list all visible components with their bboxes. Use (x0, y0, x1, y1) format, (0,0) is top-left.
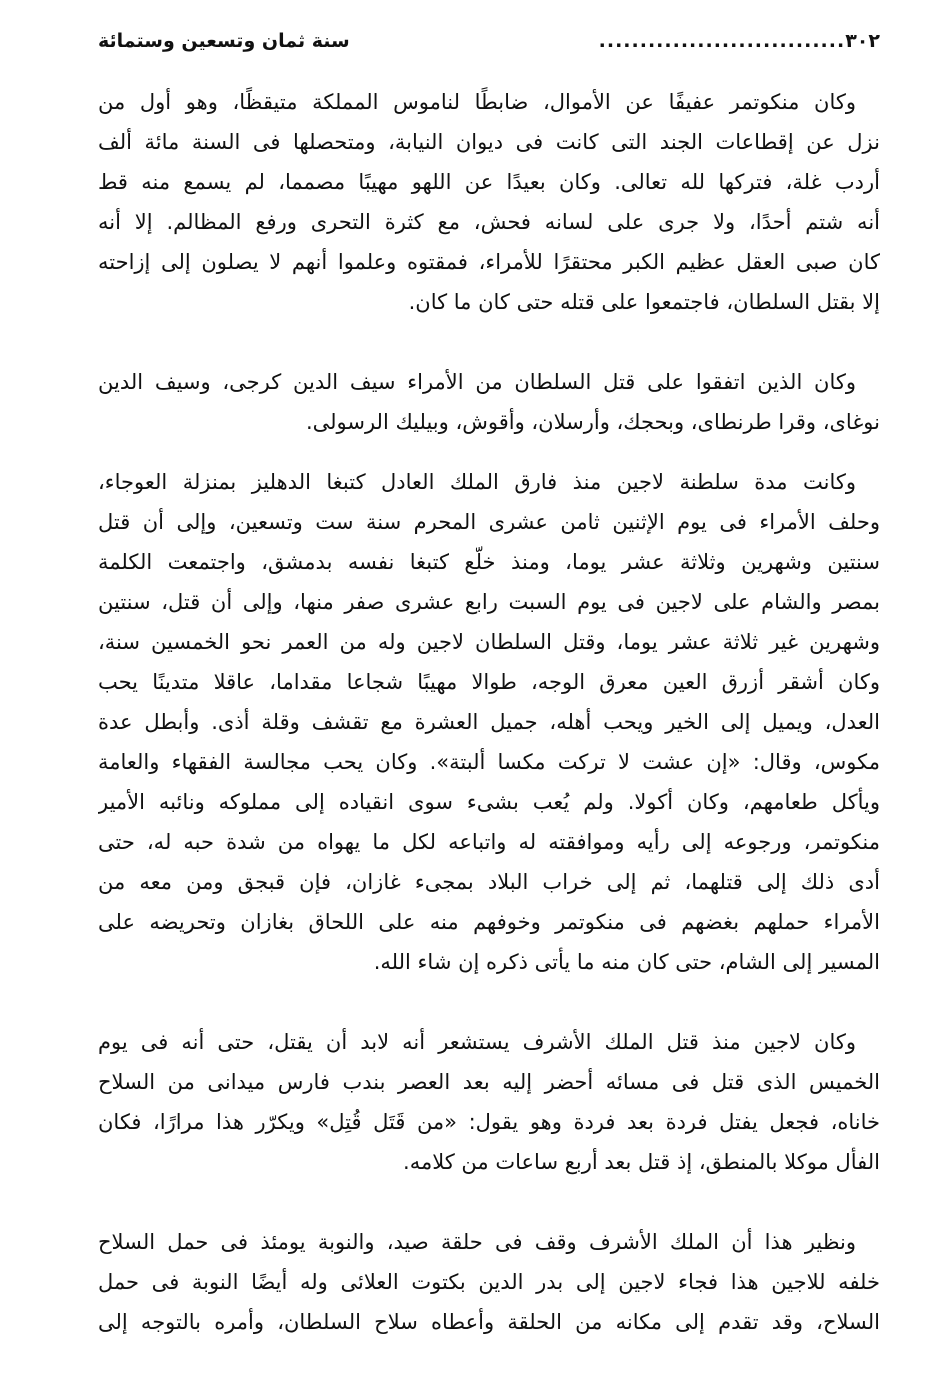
text-line: وكان لاجين منذ قتل الملك الأشرف يستشعر أنه لابد أن يقتل، حتى أنه فى يوم (98, 1030, 856, 1054)
paragraph (98, 1022, 880, 1182)
text-line: خلفه للاجين هذا فجاء لاجين إلى بدر الدين بكتوت العلائى وله أيضًا النوبة فى حمل (98, 1270, 880, 1294)
text-line: العدل، ويميل إلى الخير ويحب أهله، جميل العشرة مع تقشف وقلة أذى. وأبطل عدة (98, 710, 880, 734)
page-number: ٣٠٢ (845, 30, 880, 52)
text-line: الخميس الذى قتل فى مسائه أحضر إليه بعد العصر بندب فارس ميدانى من السلاح (98, 1070, 880, 1094)
paragraph (98, 362, 880, 442)
text-line: إلا بقتل السلطان، فاجتمعوا على قتله حتى كان ما كان. (408, 290, 880, 314)
text-line: بمصر والشام على لاجين فى يوم السبت رابع عشرى صفر منها، وإلى أن قتل، سنتين (98, 590, 880, 614)
text-line: وكان منكوتمر عفيفًا عن الأموال، ضابطًا لناموس المملكة متيقظًا، وهو أول من (98, 90, 856, 114)
text-line: ويأكل طعامهم، وكان أكولا. ولم يُعب بشىء سوى انقياده إلى مملوكه ونائبه الأمير (98, 790, 880, 814)
text-line: وشهرين غير ثلاثة عشر يوما، وقتل السلطان لاجين وله من العمر نحو الخمسين سنة، (98, 630, 880, 654)
text-line: كان صبى العقل عظيم الكبر محتقرًا للأمراء، فمقتوه وعلموا أنهم لا يصلون إلى إزاحته (98, 250, 880, 274)
paragraph (98, 462, 880, 982)
paragraph (98, 1222, 880, 1342)
header-title: سنة ثمان وتسعين وستمائة (98, 30, 350, 52)
text-line: أدى ذلك إلى قتلهما، ثم إلى خراب البلاد بمجىء غازان، فإن قبجق ومن معه من (98, 870, 880, 894)
text-line: سنتين وشهرين وثلاثة عشر يوما، ومنذ خلّع كتبغا نفسه بدمشق، واجتمعت الكلمة (98, 550, 880, 574)
text-line: ونظير هذا أن الملك الأشرف وقف فى حلقة صيد، والنوبة يومئذ فى حمل السلاح (98, 1230, 856, 1254)
text-line: وحلف الأمراء فى يوم الإثنين ثامن عشرى المحرم سنة ست وتسعين، وإلى أن قتل (98, 510, 880, 534)
text-line: مكوس، وقال: «إن عشت لا تركت مكسا ألبتة». وكان يحب مجالسة الفقهاء والعامة (98, 750, 880, 774)
text-line: نزل عن إقطاعات الجند التى كانت فى ديوان النيابة، ومتحصلها فى السنة مائة ألف (98, 130, 880, 154)
text-line: وكان الذين اتفقوا على قتل السلطان من الأمراء سيف الدين كرجى، وسيف الدين (98, 370, 856, 394)
text-line: أردب غلة، فتركها لله تعالى. وكان بعيدًا عن اللهو مهيبًا مصمما، لم يسمع منه قط (98, 170, 880, 194)
text-line: أنه شتم أحدًا، ولا جرى على لسانه فحش، مع كثرة التحرى ورفع المظالم. إلا أنه (98, 210, 880, 234)
text-line: نوغاى، وقرا طرنطاى، وبحجك، وأرسلان، وأقوش، وبيليك الرسولى. (305, 410, 880, 434)
running-header (98, 26, 880, 56)
paragraph (98, 82, 880, 322)
text-line: وكانت مدة سلطنة لاجين منذ فارق الملك العادل كتبغا الدهليز بمنزلة العوجاء، (98, 470, 856, 494)
header-leader-dots: .............................. (598, 30, 846, 52)
text-line: الفأل موكلا بالمنطق، إذ قتل بعد أربع ساعات من كلامه. (403, 1150, 880, 1174)
text-line: وكان أشقر أزرق العين معرق الوجه، طوالا مهيبًا شجاعا مقداما، عاقلا متدينًا يحب (98, 670, 880, 694)
text-line: السلاح، وقد تقدم إلى مكانه من الحلقة وأعطاه سلاح السلطان، وأمره بالتوجه إلى (98, 1310, 880, 1334)
text-line: المسير إلى الشام، حتى كان منه ما يأتى ذكره إن شاء الله. (373, 950, 880, 974)
text-line: منكوتمر، ورجوعه إلى رأيه وموافقته له واتباعه لكل ما يهواه من شدة حبه له، حتى (98, 830, 880, 854)
text-line: خاناه، فجعل يفتل فردة بعد فردة وهو يقول: «من قَتَل قُتِل» ويكرّر هذا مرارًا، فكان (98, 1110, 880, 1134)
text-line: الأمراء حملهم بغضهم فى منكوتمر وخوفهم منه على اللحاق بغازان وتحريضه على (98, 910, 880, 934)
